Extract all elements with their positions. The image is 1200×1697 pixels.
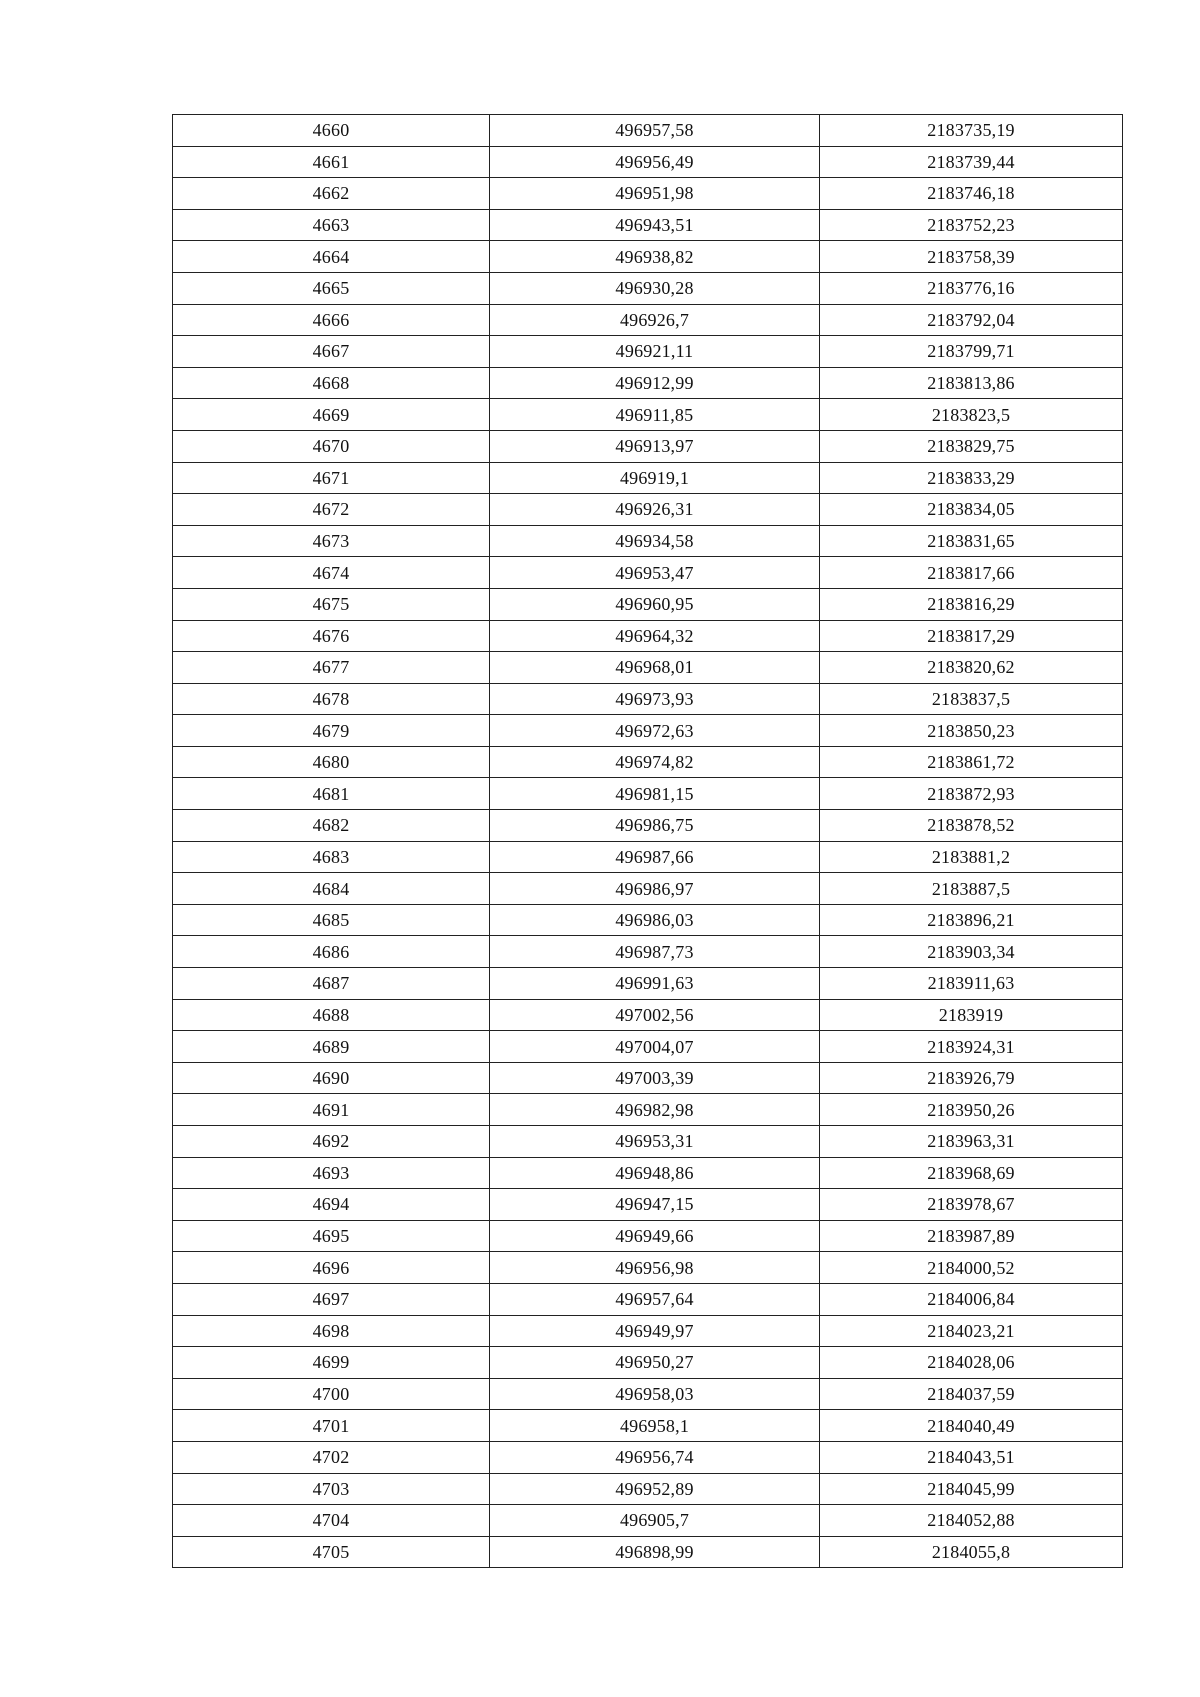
x-coordinate-cell: 496958,1 xyxy=(490,1410,820,1442)
point-number-cell: 4704 xyxy=(173,1505,490,1537)
y-coordinate-cell: 2183817,66 xyxy=(820,557,1123,589)
point-number-cell: 4676 xyxy=(173,620,490,652)
point-number-cell: 4684 xyxy=(173,873,490,905)
table-row xyxy=(173,1536,1123,1568)
table-row xyxy=(173,746,1123,778)
point-number-cell: 4678 xyxy=(173,683,490,715)
table-row xyxy=(173,810,1123,842)
point-number-cell: 4681 xyxy=(173,778,490,810)
x-coordinate-cell: 496947,15 xyxy=(490,1189,820,1221)
x-coordinate-cell: 496953,31 xyxy=(490,1126,820,1158)
table-row xyxy=(173,1220,1123,1252)
table-row xyxy=(173,1283,1123,1315)
table-row xyxy=(173,1189,1123,1221)
table-row xyxy=(173,904,1123,936)
y-coordinate-cell: 2183919 xyxy=(820,999,1123,1031)
point-number-cell: 4686 xyxy=(173,936,490,968)
y-coordinate-cell: 2183829,75 xyxy=(820,430,1123,462)
x-coordinate-cell: 496952,89 xyxy=(490,1473,820,1505)
table-row xyxy=(173,241,1123,273)
x-coordinate-cell: 496911,85 xyxy=(490,399,820,431)
x-coordinate-cell: 496926,7 xyxy=(490,304,820,336)
table-row xyxy=(173,652,1123,684)
table-row xyxy=(173,778,1123,810)
table-row xyxy=(173,1441,1123,1473)
y-coordinate-cell: 2183926,79 xyxy=(820,1062,1123,1094)
x-coordinate-cell: 496938,82 xyxy=(490,241,820,273)
y-coordinate-cell: 2183792,04 xyxy=(820,304,1123,336)
table-row xyxy=(173,462,1123,494)
table-row xyxy=(173,525,1123,557)
point-number-cell: 4685 xyxy=(173,904,490,936)
table-row xyxy=(173,209,1123,241)
y-coordinate-cell: 2183968,69 xyxy=(820,1157,1123,1189)
point-number-cell: 4691 xyxy=(173,1094,490,1126)
table-row xyxy=(173,115,1123,147)
y-coordinate-cell: 2184055,8 xyxy=(820,1536,1123,1568)
point-number-cell: 4670 xyxy=(173,430,490,462)
x-coordinate-cell: 497002,56 xyxy=(490,999,820,1031)
point-number-cell: 4669 xyxy=(173,399,490,431)
y-coordinate-cell: 2184023,21 xyxy=(820,1315,1123,1347)
table-row xyxy=(173,683,1123,715)
table-row xyxy=(173,588,1123,620)
y-coordinate-cell: 2183903,34 xyxy=(820,936,1123,968)
table-row xyxy=(173,430,1123,462)
y-coordinate-cell: 2183799,71 xyxy=(820,336,1123,368)
point-number-cell: 4680 xyxy=(173,746,490,778)
x-coordinate-cell: 496930,28 xyxy=(490,272,820,304)
y-coordinate-cell: 2184052,88 xyxy=(820,1505,1123,1537)
x-coordinate-cell: 496953,47 xyxy=(490,557,820,589)
x-coordinate-cell: 497004,07 xyxy=(490,1031,820,1063)
x-coordinate-cell: 496957,58 xyxy=(490,115,820,147)
table-row xyxy=(173,1252,1123,1284)
x-coordinate-cell: 496972,63 xyxy=(490,715,820,747)
y-coordinate-cell: 2183831,65 xyxy=(820,525,1123,557)
y-coordinate-cell: 2183878,52 xyxy=(820,810,1123,842)
y-coordinate-cell: 2184040,49 xyxy=(820,1410,1123,1442)
y-coordinate-cell: 2183963,31 xyxy=(820,1126,1123,1158)
y-coordinate-cell: 2183816,29 xyxy=(820,588,1123,620)
table-row xyxy=(173,620,1123,652)
point-number-cell: 4695 xyxy=(173,1220,490,1252)
y-coordinate-cell: 2183758,39 xyxy=(820,241,1123,273)
x-coordinate-cell: 496943,51 xyxy=(490,209,820,241)
table-row xyxy=(173,1094,1123,1126)
table-row xyxy=(173,399,1123,431)
point-number-cell: 4694 xyxy=(173,1189,490,1221)
x-coordinate-cell: 496986,75 xyxy=(490,810,820,842)
coordinates-table-body xyxy=(173,115,1123,1568)
table-row xyxy=(173,1062,1123,1094)
point-number-cell: 4700 xyxy=(173,1378,490,1410)
y-coordinate-cell: 2183987,89 xyxy=(820,1220,1123,1252)
x-coordinate-cell: 496926,31 xyxy=(490,494,820,526)
point-number-cell: 4683 xyxy=(173,841,490,873)
table-row xyxy=(173,1378,1123,1410)
point-number-cell: 4671 xyxy=(173,462,490,494)
table-row xyxy=(173,494,1123,526)
y-coordinate-cell: 2183950,26 xyxy=(820,1094,1123,1126)
y-coordinate-cell: 2183833,29 xyxy=(820,462,1123,494)
y-coordinate-cell: 2183861,72 xyxy=(820,746,1123,778)
y-coordinate-cell: 2183887,5 xyxy=(820,873,1123,905)
point-number-cell: 4699 xyxy=(173,1347,490,1379)
point-number-cell: 4679 xyxy=(173,715,490,747)
point-number-cell: 4672 xyxy=(173,494,490,526)
x-coordinate-cell: 496973,93 xyxy=(490,683,820,715)
y-coordinate-cell: 2183820,62 xyxy=(820,652,1123,684)
point-number-cell: 4668 xyxy=(173,367,490,399)
x-coordinate-cell: 496956,74 xyxy=(490,1441,820,1473)
point-number-cell: 4673 xyxy=(173,525,490,557)
table-row xyxy=(173,557,1123,589)
y-coordinate-cell: 2183746,18 xyxy=(820,178,1123,210)
x-coordinate-cell: 496986,97 xyxy=(490,873,820,905)
y-coordinate-cell: 2183823,5 xyxy=(820,399,1123,431)
y-coordinate-cell: 2184043,51 xyxy=(820,1441,1123,1473)
x-coordinate-cell: 496960,95 xyxy=(490,588,820,620)
table-row xyxy=(173,1031,1123,1063)
point-number-cell: 4692 xyxy=(173,1126,490,1158)
point-number-cell: 4682 xyxy=(173,810,490,842)
y-coordinate-cell: 2183817,29 xyxy=(820,620,1123,652)
y-coordinate-cell: 2184000,52 xyxy=(820,1252,1123,1284)
coordinates-table xyxy=(172,114,1123,1568)
x-coordinate-cell: 496982,98 xyxy=(490,1094,820,1126)
y-coordinate-cell: 2183924,31 xyxy=(820,1031,1123,1063)
x-coordinate-cell: 496913,97 xyxy=(490,430,820,462)
point-number-cell: 4666 xyxy=(173,304,490,336)
x-coordinate-cell: 496964,32 xyxy=(490,620,820,652)
y-coordinate-cell: 2183776,16 xyxy=(820,272,1123,304)
x-coordinate-cell: 496981,15 xyxy=(490,778,820,810)
x-coordinate-cell: 496956,98 xyxy=(490,1252,820,1284)
point-number-cell: 4690 xyxy=(173,1062,490,1094)
table-row xyxy=(173,1126,1123,1158)
table-row xyxy=(173,272,1123,304)
x-coordinate-cell: 496957,64 xyxy=(490,1283,820,1315)
point-number-cell: 4703 xyxy=(173,1473,490,1505)
x-coordinate-cell: 496974,82 xyxy=(490,746,820,778)
x-coordinate-cell: 496912,99 xyxy=(490,367,820,399)
point-number-cell: 4665 xyxy=(173,272,490,304)
x-coordinate-cell: 496956,49 xyxy=(490,146,820,178)
table-row xyxy=(173,336,1123,368)
x-coordinate-cell: 496987,73 xyxy=(490,936,820,968)
y-coordinate-cell: 2183752,23 xyxy=(820,209,1123,241)
point-number-cell: 4697 xyxy=(173,1283,490,1315)
x-coordinate-cell: 496958,03 xyxy=(490,1378,820,1410)
y-coordinate-cell: 2183896,21 xyxy=(820,904,1123,936)
y-coordinate-cell: 2183837,5 xyxy=(820,683,1123,715)
point-number-cell: 4689 xyxy=(173,1031,490,1063)
point-number-cell: 4660 xyxy=(173,115,490,147)
x-coordinate-cell: 496905,7 xyxy=(490,1505,820,1537)
point-number-cell: 4675 xyxy=(173,588,490,620)
table-row xyxy=(173,1410,1123,1442)
x-coordinate-cell: 497003,39 xyxy=(490,1062,820,1094)
table-row xyxy=(173,1473,1123,1505)
y-coordinate-cell: 2183735,19 xyxy=(820,115,1123,147)
point-number-cell: 4701 xyxy=(173,1410,490,1442)
point-number-cell: 4663 xyxy=(173,209,490,241)
y-coordinate-cell: 2184045,99 xyxy=(820,1473,1123,1505)
y-coordinate-cell: 2183911,63 xyxy=(820,968,1123,1000)
y-coordinate-cell: 2183834,05 xyxy=(820,494,1123,526)
point-number-cell: 4662 xyxy=(173,178,490,210)
y-coordinate-cell: 2184006,84 xyxy=(820,1283,1123,1315)
point-number-cell: 4674 xyxy=(173,557,490,589)
point-number-cell: 4677 xyxy=(173,652,490,684)
x-coordinate-cell: 496948,86 xyxy=(490,1157,820,1189)
x-coordinate-cell: 496951,98 xyxy=(490,178,820,210)
x-coordinate-cell: 496949,97 xyxy=(490,1315,820,1347)
point-number-cell: 4687 xyxy=(173,968,490,1000)
x-coordinate-cell: 496991,63 xyxy=(490,968,820,1000)
point-number-cell: 4667 xyxy=(173,336,490,368)
point-number-cell: 4696 xyxy=(173,1252,490,1284)
y-coordinate-cell: 2184028,06 xyxy=(820,1347,1123,1379)
y-coordinate-cell: 2183872,93 xyxy=(820,778,1123,810)
x-coordinate-cell: 496968,01 xyxy=(490,652,820,684)
table-row xyxy=(173,304,1123,336)
x-coordinate-cell: 496921,11 xyxy=(490,336,820,368)
x-coordinate-cell: 496987,66 xyxy=(490,841,820,873)
table-row xyxy=(173,936,1123,968)
x-coordinate-cell: 496919,1 xyxy=(490,462,820,494)
table-row xyxy=(173,1315,1123,1347)
y-coordinate-cell: 2184037,59 xyxy=(820,1378,1123,1410)
table-row xyxy=(173,178,1123,210)
y-coordinate-cell: 2183813,86 xyxy=(820,367,1123,399)
point-number-cell: 4661 xyxy=(173,146,490,178)
table-row xyxy=(173,999,1123,1031)
table-row xyxy=(173,715,1123,747)
y-coordinate-cell: 2183978,67 xyxy=(820,1189,1123,1221)
table-row xyxy=(173,873,1123,905)
point-number-cell: 4702 xyxy=(173,1441,490,1473)
table-row xyxy=(173,1347,1123,1379)
x-coordinate-cell: 496934,58 xyxy=(490,525,820,557)
y-coordinate-cell: 2183739,44 xyxy=(820,146,1123,178)
x-coordinate-cell: 496949,66 xyxy=(490,1220,820,1252)
table-row xyxy=(173,841,1123,873)
x-coordinate-cell: 496950,27 xyxy=(490,1347,820,1379)
point-number-cell: 4698 xyxy=(173,1315,490,1347)
table-row xyxy=(173,1157,1123,1189)
y-coordinate-cell: 2183850,23 xyxy=(820,715,1123,747)
point-number-cell: 4693 xyxy=(173,1157,490,1189)
y-coordinate-cell: 2183881,2 xyxy=(820,841,1123,873)
point-number-cell: 4664 xyxy=(173,241,490,273)
x-coordinate-cell: 496898,99 xyxy=(490,1536,820,1568)
table-row xyxy=(173,146,1123,178)
x-coordinate-cell: 496986,03 xyxy=(490,904,820,936)
table-row xyxy=(173,1505,1123,1537)
table-row xyxy=(173,968,1123,1000)
point-number-cell: 4688 xyxy=(173,999,490,1031)
table-row xyxy=(173,367,1123,399)
point-number-cell: 4705 xyxy=(173,1536,490,1568)
